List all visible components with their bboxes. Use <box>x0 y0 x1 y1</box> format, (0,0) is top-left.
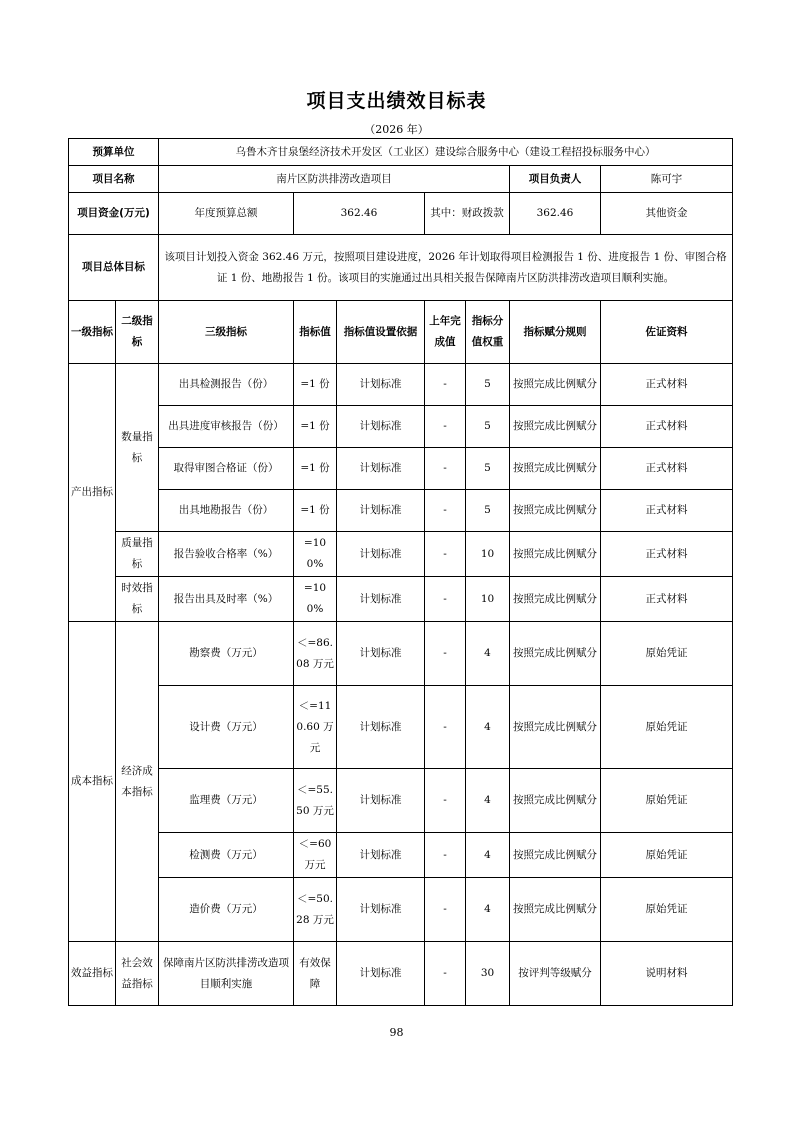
group-quality: 质量指标 <box>116 532 159 577</box>
table-row <box>69 942 733 1006</box>
indicator-evidence: 正式材料 <box>601 532 733 577</box>
table-row <box>69 878 733 942</box>
indicator-prev: - <box>425 448 466 490</box>
indicator-weight: 5 <box>466 490 510 532</box>
group-economic-cost: 经济成本指标 <box>116 622 159 942</box>
col-header: 指标值设置依据 <box>337 301 425 364</box>
performance-table <box>68 138 733 1006</box>
col-header: 佐证资料 <box>601 301 733 364</box>
indicator-name: 设计费（万元） <box>159 686 294 769</box>
group-output: 产出指标 <box>69 364 116 622</box>
indicator-prev: - <box>425 833 466 878</box>
indicator-evidence: 原始凭证 <box>601 769 733 833</box>
group-benefit: 效益指标 <box>69 942 116 1006</box>
indicator-weight: 30 <box>466 942 510 1006</box>
indicator-weight: 10 <box>466 532 510 577</box>
indicator-value: =100% <box>294 577 337 622</box>
overall-goal-label: 项目总体目标 <box>69 235 159 301</box>
indicator-evidence: 正式材料 <box>601 577 733 622</box>
indicator-rule: 按照完成比例赋分 <box>510 532 601 577</box>
col-header: 指标分值权重 <box>466 301 510 364</box>
indicator-weight: 4 <box>466 878 510 942</box>
indicator-evidence: 原始凭证 <box>601 686 733 769</box>
budget-unit-label: 预算单位 <box>69 139 159 166</box>
page-number: 98 <box>389 1026 404 1039</box>
project-name-row <box>69 166 733 193</box>
col-header: 二级指标 <box>116 301 159 364</box>
indicator-name: 报告验收合格率（%） <box>159 532 294 577</box>
indicator-weight: 4 <box>466 622 510 686</box>
overall-goal-row <box>69 235 733 301</box>
indicator-weight: 4 <box>466 769 510 833</box>
indicator-value: =1 份 <box>294 364 337 406</box>
indicator-rule: 按照完成比例赋分 <box>510 448 601 490</box>
fiscal-label: 其中：财政拨款 <box>425 193 510 235</box>
indicator-rule: 按照完成比例赋分 <box>510 490 601 532</box>
other-funds-label: 其他资金 <box>601 193 733 235</box>
indicator-value: ＜=50.28 万元 <box>294 878 337 942</box>
indicator-name: 出具进度审核报告（份） <box>159 406 294 448</box>
indicator-evidence: 原始凭证 <box>601 878 733 942</box>
project-name-value: 南片区防洪排涝改造项目 <box>159 166 510 193</box>
overall-goal-value: 该项目计划投入资金 362.46 万元，按照项目建设进度，2026 年计划取得项目检测报告 1 份、进度报告 1 份、审图合格证 1 份、地勘报告 1 份。该项目的实施通过出具相关报告保障南片区防洪排涝改造项目顺利实施。 <box>159 235 733 301</box>
indicator-name: 检测费（万元） <box>159 833 294 878</box>
indicator-basis: 计划标准 <box>337 364 425 406</box>
indicator-rule: 按照完成比例赋分 <box>510 833 601 878</box>
column-header-row <box>69 301 733 364</box>
indicator-value: ＜=55.50 万元 <box>294 769 337 833</box>
funds-label: 项目资金(万元) <box>69 193 159 235</box>
indicator-basis: 计划标准 <box>337 448 425 490</box>
indicator-value: =100% <box>294 532 337 577</box>
col-header: 三级指标 <box>159 301 294 364</box>
indicator-evidence: 正式材料 <box>601 448 733 490</box>
indicator-name: 取得审图合格证（份） <box>159 448 294 490</box>
indicator-prev: - <box>425 769 466 833</box>
indicator-basis: 计划标准 <box>337 490 425 532</box>
indicator-evidence: 正式材料 <box>601 364 733 406</box>
table-row <box>69 622 733 686</box>
indicator-weight: 10 <box>466 577 510 622</box>
table-row <box>69 364 733 406</box>
budget-unit-value: 乌鲁木齐甘泉堡经济技术开发区（工业区）建设综合服务中心（建设工程招投标服务中心） <box>159 139 733 166</box>
indicator-prev: - <box>425 577 466 622</box>
indicator-evidence: 正式材料 <box>601 490 733 532</box>
indicator-rule: 按照完成比例赋分 <box>510 577 601 622</box>
col-header: 一级指标 <box>69 301 116 364</box>
indicator-rule: 按照完成比例赋分 <box>510 406 601 448</box>
table-row <box>69 532 733 577</box>
indicator-name: 监理费（万元） <box>159 769 294 833</box>
project-funds-row <box>69 193 733 235</box>
indicator-basis: 计划标准 <box>337 622 425 686</box>
indicator-value: ＜=86.08 万元 <box>294 622 337 686</box>
budget-unit-row <box>69 139 733 166</box>
table-row <box>69 577 733 622</box>
indicator-value: ＜=110.60 万元 <box>294 686 337 769</box>
indicator-basis: 计划标准 <box>337 577 425 622</box>
fiscal-value: 362.46 <box>510 193 601 235</box>
col-header: 指标值 <box>294 301 337 364</box>
group-timeliness: 时效指标 <box>116 577 159 622</box>
indicator-name: 出具地勘报告（份） <box>159 490 294 532</box>
indicator-rule: 按评判等级赋分 <box>510 942 601 1006</box>
indicator-rule: 按照完成比例赋分 <box>510 686 601 769</box>
group-quantity: 数量指标 <box>116 364 159 532</box>
col-header: 指标赋分规则 <box>510 301 601 364</box>
indicator-prev: - <box>425 490 466 532</box>
group-cost: 成本指标 <box>69 622 116 942</box>
project-leader-label: 项目负责人 <box>510 166 601 193</box>
indicator-basis: 计划标准 <box>337 532 425 577</box>
indicator-evidence: 正式材料 <box>601 406 733 448</box>
indicator-weight: 5 <box>466 364 510 406</box>
table-row <box>69 490 733 532</box>
project-name-label: 项目名称 <box>69 166 159 193</box>
indicator-basis: 计划标准 <box>337 406 425 448</box>
table-row <box>69 448 733 490</box>
indicator-name: 勘察费（万元） <box>159 622 294 686</box>
indicator-evidence: 原始凭证 <box>601 833 733 878</box>
indicator-basis: 计划标准 <box>337 833 425 878</box>
group-social-benefit: 社会效益指标 <box>116 942 159 1006</box>
table-row <box>69 406 733 448</box>
table-row <box>69 833 733 878</box>
indicator-prev: - <box>425 532 466 577</box>
indicator-basis: 计划标准 <box>337 686 425 769</box>
table-row <box>69 769 733 833</box>
project-leader-value: 陈可宇 <box>601 166 733 193</box>
indicator-rule: 按照完成比例赋分 <box>510 364 601 406</box>
indicator-name: 出具检测报告（份） <box>159 364 294 406</box>
indicator-prev: - <box>425 878 466 942</box>
annual-budget-label: 年度预算总额 <box>159 193 294 235</box>
year-label: （2026 年） <box>364 123 429 136</box>
indicator-evidence: 说明材料 <box>601 942 733 1006</box>
indicator-name: 造价费（万元） <box>159 878 294 942</box>
indicator-prev: - <box>425 942 466 1006</box>
indicator-weight: 5 <box>466 406 510 448</box>
table-row <box>69 686 733 769</box>
indicator-rule: 按照完成比例赋分 <box>510 878 601 942</box>
indicator-rule: 按照完成比例赋分 <box>510 622 601 686</box>
indicator-name: 报告出具及时率（%） <box>159 577 294 622</box>
indicator-basis: 计划标准 <box>337 942 425 1006</box>
col-header: 上年完成值 <box>425 301 466 364</box>
indicator-rule: 按照完成比例赋分 <box>510 769 601 833</box>
indicator-value: ＜=60 万元 <box>294 833 337 878</box>
indicator-prev: - <box>425 406 466 448</box>
indicator-value: =1 份 <box>294 490 337 532</box>
annual-budget-value: 362.46 <box>294 193 425 235</box>
indicator-value: =1 份 <box>294 448 337 490</box>
page-title: 项目支出绩效目标表 <box>306 90 487 112</box>
indicator-prev: - <box>425 686 466 769</box>
indicator-name: 保障南片区防洪排涝改造项目顺利实施 <box>159 942 294 1006</box>
indicator-weight: 4 <box>466 686 510 769</box>
indicator-basis: 计划标准 <box>337 878 425 942</box>
indicator-weight: 5 <box>466 448 510 490</box>
indicator-evidence: 原始凭证 <box>601 622 733 686</box>
indicator-prev: - <box>425 364 466 406</box>
indicator-weight: 4 <box>466 833 510 878</box>
indicator-prev: - <box>425 622 466 686</box>
indicator-value: =1 份 <box>294 406 337 448</box>
indicator-basis: 计划标准 <box>337 769 425 833</box>
indicator-value: 有效保障 <box>294 942 337 1006</box>
